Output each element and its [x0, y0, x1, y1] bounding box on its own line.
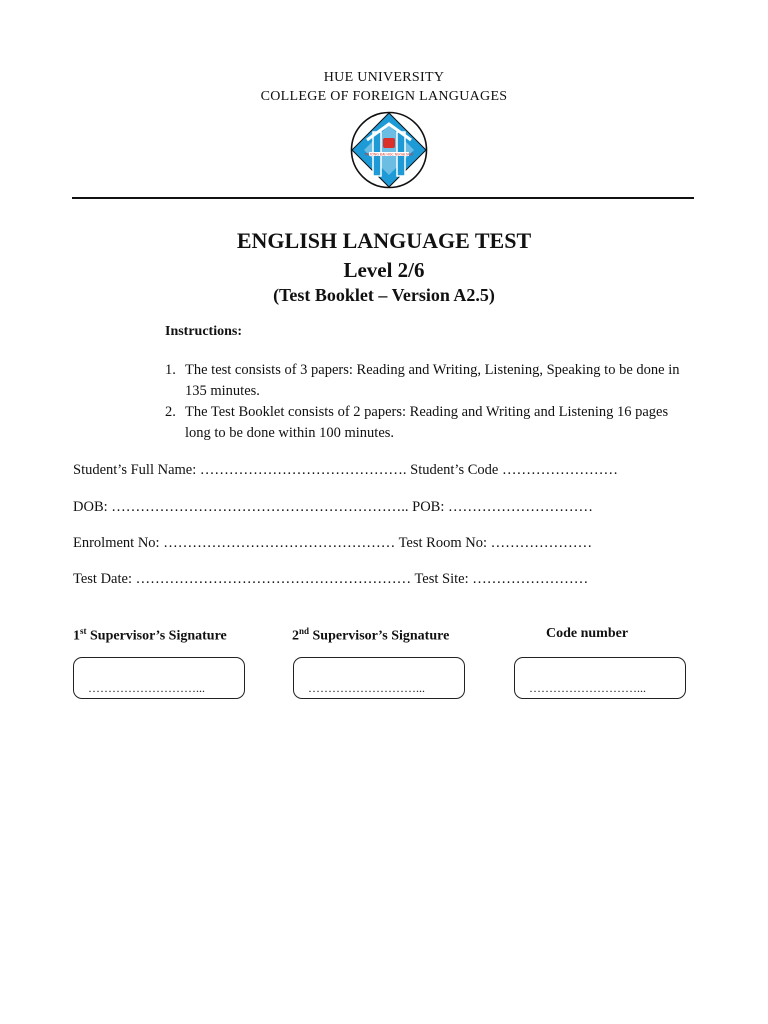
- second-supervisor-signature-box[interactable]: ………………………...: [293, 657, 465, 699]
- university-name: HUE UNIVERSITY: [323, 70, 445, 85]
- second-supervisor-heading: 2nd Supervisor’s Signature: [292, 626, 450, 644]
- field-student-name-code[interactable]: Student’s Full Name: ……………………………………. Student’s Code ……………………: [73, 462, 618, 478]
- first-supervisor-signature-box[interactable]: ………………………...: [73, 657, 245, 699]
- test-version: (Test Booklet – Version A2.5): [273, 285, 495, 305]
- header-divider: [72, 197, 694, 199]
- instruction-item: [165, 402, 695, 444]
- instructions-list: [165, 360, 695, 444]
- college-logo: [345, 110, 433, 190]
- test-title: ENGLISH LANGUAGE TEST: [236, 228, 532, 253]
- instruction-item: [165, 360, 695, 402]
- field-dob-pob[interactable]: DOB: …………………………………………………….. POB: …………………………: [73, 499, 594, 515]
- field-date-site[interactable]: Test Date: ………………………………………………… Test Site: ……………………: [73, 571, 589, 587]
- instructions-heading: Instructions:: [165, 324, 243, 339]
- code-number-box[interactable]: ………………………...: [514, 657, 686, 699]
- instruction-number: 2.: [165, 404, 176, 420]
- test-level: Level 2/6: [343, 258, 425, 282]
- code-number-heading: Code number: [546, 626, 629, 641]
- field-enrolment-room[interactable]: Enrolment No: ………………………………………… Test Room No: …………………: [73, 535, 593, 551]
- instruction-number: 1.: [165, 362, 176, 378]
- instruction-text: The Test Booklet consists of 2 papers: Reading and Writing and Listening 16 pages long to be done within 100 minutes.: [185, 404, 669, 441]
- first-supervisor-heading: 1st Supervisor’s Signature: [73, 626, 227, 644]
- logo-text: TRƯỜNG ĐẠI HỌC NGOẠI NGỮ: [364, 152, 414, 157]
- college-name: COLLEGE OF FOREIGN LANGUAGES: [260, 89, 508, 104]
- instruction-text: The test consists of 3 papers: Reading and Writing, Listening, Speaking to be done in 135 minutes.: [185, 362, 680, 399]
